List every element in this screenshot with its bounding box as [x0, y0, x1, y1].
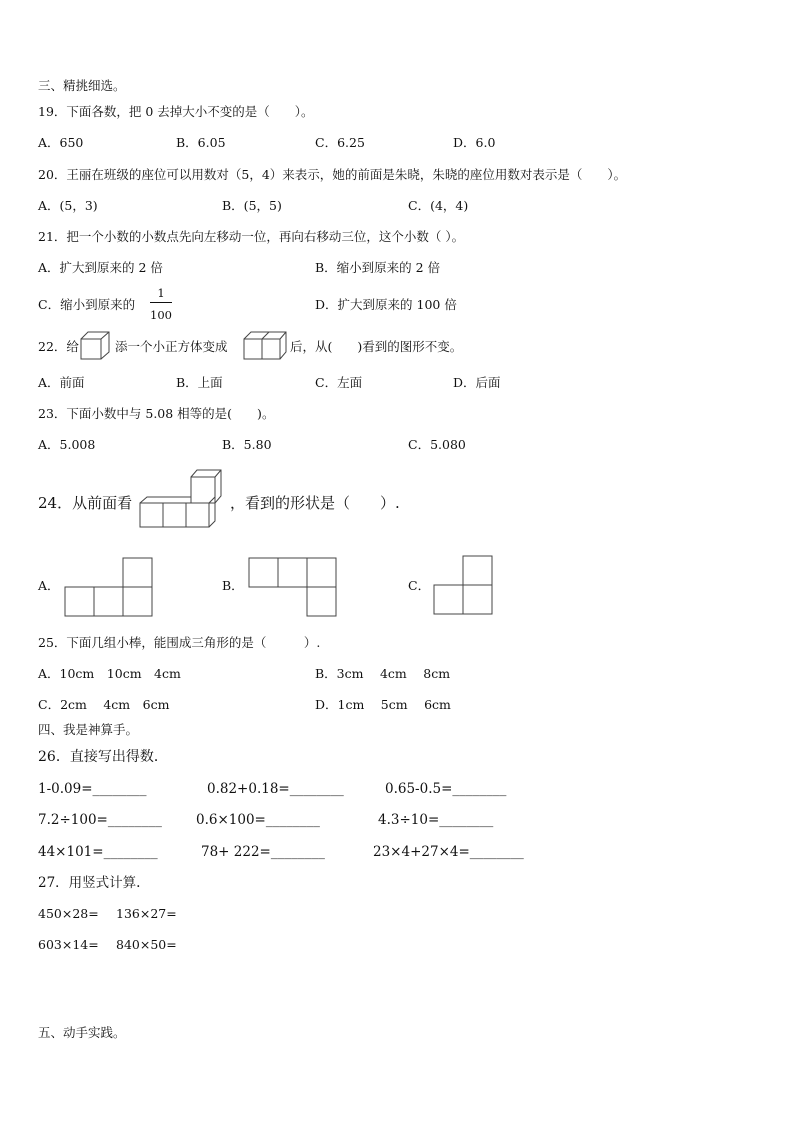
- q20-option-b: B．(5，5): [222, 198, 282, 213]
- q22-option-b: B．上面: [176, 375, 223, 390]
- q20-option-c: C．(4，4): [408, 198, 469, 213]
- question-24-stem-post: ，看到的形状是（ ）.: [230, 494, 400, 512]
- q23-option-c: C．5.080: [408, 437, 466, 452]
- fraction-denominator: 100: [150, 308, 172, 322]
- cube-stack-figure: [139, 469, 231, 531]
- calc-item: 0.65-0.5=________: [385, 781, 507, 797]
- q22-option-a: A．前面: [38, 375, 85, 390]
- q25-option-c: C．2cm 4cm 6cm: [38, 697, 170, 712]
- section-heading: 五、动手实践。: [38, 1025, 126, 1040]
- fraction-numerator: 1: [157, 286, 165, 300]
- q19-option-b: B．6.05: [176, 135, 226, 150]
- q19-option-d: D．6.0: [453, 135, 496, 150]
- q22-option-d: D．后面: [453, 375, 501, 390]
- question-23-stem: 23．下面小数中与 5.08 相等的是( )。: [38, 406, 275, 421]
- option-b-view-figure: [247, 556, 339, 618]
- q19-option-a: A．650: [38, 135, 84, 150]
- q21-option-d: D．扩大到原来的 100 倍: [315, 297, 457, 312]
- question-24-stem-pre: 24．从前面看: [38, 494, 133, 512]
- q19-option-c: C．6.25: [315, 135, 365, 150]
- calc-item: 0.6×100=________: [196, 812, 320, 828]
- question-19-stem: 19．下面各数，把 0 去掉大小不变的是（ ）。: [38, 104, 314, 119]
- q25-option-b: B．3cm 4cm 8cm: [315, 666, 451, 681]
- vertical-calc-item: 136×27=: [116, 906, 177, 921]
- q24-option-b: B．: [222, 578, 244, 593]
- fraction-bar: [150, 302, 172, 303]
- calc-item: 23×4+27×4=________: [373, 844, 524, 860]
- q21-option-b: B．缩小到原来的 2 倍: [315, 260, 441, 275]
- question-22-stem-pre: 22．给: [38, 339, 79, 354]
- option-c-view-figure: [433, 555, 495, 617]
- calc-item: 44×101=________: [38, 844, 158, 860]
- calc-item: 1-0.09=________: [38, 781, 147, 797]
- q25-option-a: A．10cm 10cm 4cm: [38, 666, 181, 681]
- q20-option-a: A．(5，3): [38, 198, 98, 213]
- section-heading: 四、我是神算手。: [38, 722, 139, 737]
- question-22-stem-mid: 添一个小正方体变成: [115, 339, 228, 354]
- question-25-stem: 25．下面几组小棒，能围成三角形的是（ ）.: [38, 635, 321, 650]
- question-20-stem: 20．王丽在班级的座位可以用数对（5，4）来表示，她的前面是朱晓，朱晓的座位用数对表示是（ ）。: [38, 167, 627, 182]
- vertical-calc-item: 450×28=: [38, 906, 99, 921]
- two-cubes-figure: [243, 331, 287, 361]
- q23-option-a: A．5.008: [38, 437, 96, 452]
- vertical-calc-item: 603×14=: [38, 937, 99, 952]
- q24-option-a: A．: [38, 578, 60, 593]
- question-26-stem: 26．直接写出得数．: [38, 749, 168, 765]
- calc-item: 78+ 222=________: [201, 844, 325, 860]
- question-27-stem: 27．用竖式计算.: [38, 875, 141, 891]
- q21-option-c: C．缩小到原来的: [38, 297, 136, 312]
- q22-option-c: C．左面: [315, 375, 363, 390]
- q25-option-d: D．1cm 5cm 6cm: [315, 697, 451, 712]
- question-21-stem: 21．把一个小数的小数点先向左移动一位，再向右移动三位，这个小数（ ）。: [38, 229, 465, 244]
- q21-option-a: A．扩大到原来的 2 倍: [38, 260, 163, 275]
- q23-option-b: B．5.80: [222, 437, 272, 452]
- vertical-calc-item: 840×50=: [116, 937, 177, 952]
- q24-option-c: C．: [408, 578, 431, 593]
- section-heading: 三、精挑细选。: [38, 78, 126, 93]
- calc-item: 7.2÷100=________: [38, 812, 162, 828]
- option-a-view-figure: [64, 556, 154, 618]
- question-22-stem-post: 后，从( )看到的图形不变。: [290, 339, 463, 354]
- single-cube-figure: [80, 331, 110, 361]
- calc-item: 0.82+0.18=________: [207, 781, 344, 797]
- calc-item: 4.3÷10=________: [378, 812, 494, 828]
